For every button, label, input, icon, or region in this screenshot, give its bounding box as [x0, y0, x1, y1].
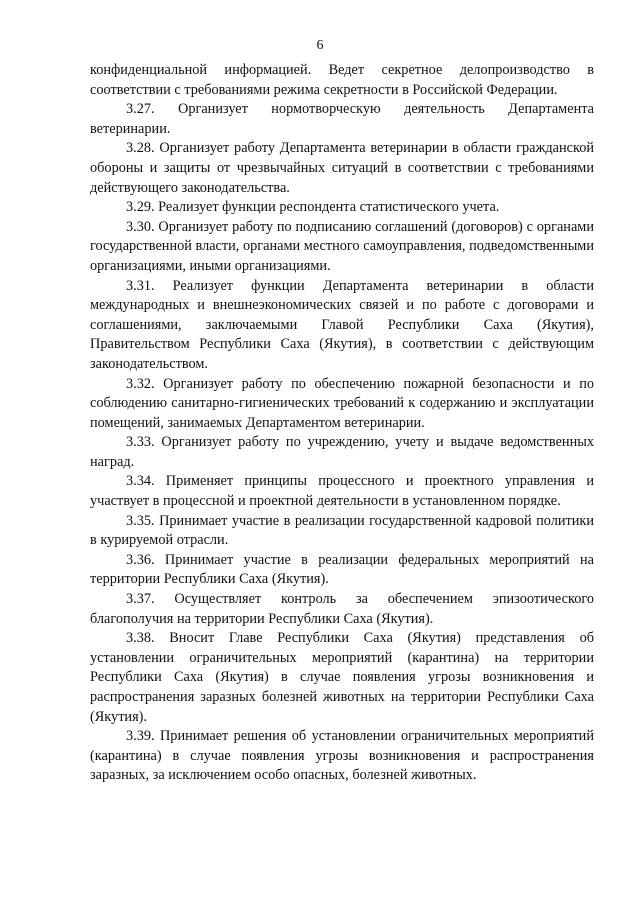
paragraph-3-35: 3.35. Принимает участие в реализации государственной кадровой политики в курируемой отрасли. — [90, 512, 594, 549]
paragraph-3-37: 3.37. Осуществляет контроль за обеспечением эпизоотического благополучия на территории Республики Саха (Якутия). — [90, 591, 594, 627]
paragraph-3-28: 3.28. Организует работу Департамента ветеринарии в области гражданской обороны и защиты от чрезвычайных ситуаций в соответствии с требованиями действующего законодательства. — [90, 140, 594, 196]
paragraph-3-31: 3.31. Реализует функции Департамента ветеринарии в области международных и внешнеэкономических связей и по работе с договорами и соглашениями, заключаемыми Главой Республики Саха (Якутия), Правительством Республики Саха (Якутия), в соответствии с действующим законодательством. — [90, 277, 594, 372]
paragraph-3-34: 3.34. Применяет принципы процессного и проектного управления и участвует в процессной и проектной деятельности в установленном порядке. — [90, 473, 594, 510]
paragraph-continuation: конфиденциальной информацией. Ведет секретное делопроизводство в соответствии с требованиями режима секретности в Российской Федерации. — [90, 62, 594, 98]
document-body — [90, 61, 594, 786]
paragraph-3-30: 3.30. Организует работу по подписанию соглашений (договоров) с органами государственной власти, органами местного самоуправления, подведомственными организациями, иными организациями. — [90, 218, 594, 274]
paragraph-3-38: 3.38. Вносит Главе Республики Саха (Якутия) представления об установлении ограничительных мероприятий (карантина) на территории Республики Саха (Якутия) в случае появления угрозы возникновения и распространения заразных болезней животных на территории Республики Саха (Якутия). — [90, 630, 594, 725]
paragraph-3-39: 3.39. Принимает решения об установлении ограничительных мероприятий (карантина) в случае появления угрозы возникновения и распространения заразных, за исключением особо опасных, болезней животных. — [90, 728, 594, 784]
page-number: 6 — [316, 38, 324, 53]
paragraph-3-32: 3.32. Организует работу по обеспечению пожарной безопасности и по соблюдению санитарно-гигиенических требований к содержанию и эксплуатации помещений, занимаемых Департаментом ветеринарии. — [90, 375, 594, 431]
paragraph-3-36: 3.36. Принимает участие в реализации федеральных мероприятий на территории Республики Саха (Якутия). — [90, 551, 594, 588]
paragraph-3-29: 3.29. Реализует функции респондента статистического учета. — [126, 199, 500, 216]
paragraph-3-27: 3.27. Организует нормотворческую деятельность Департамента ветеринарии. — [90, 101, 594, 137]
paragraph-3-33: 3.33. Организует работу по учреждению, учету и выдаче ведомственных наград. — [90, 434, 594, 470]
